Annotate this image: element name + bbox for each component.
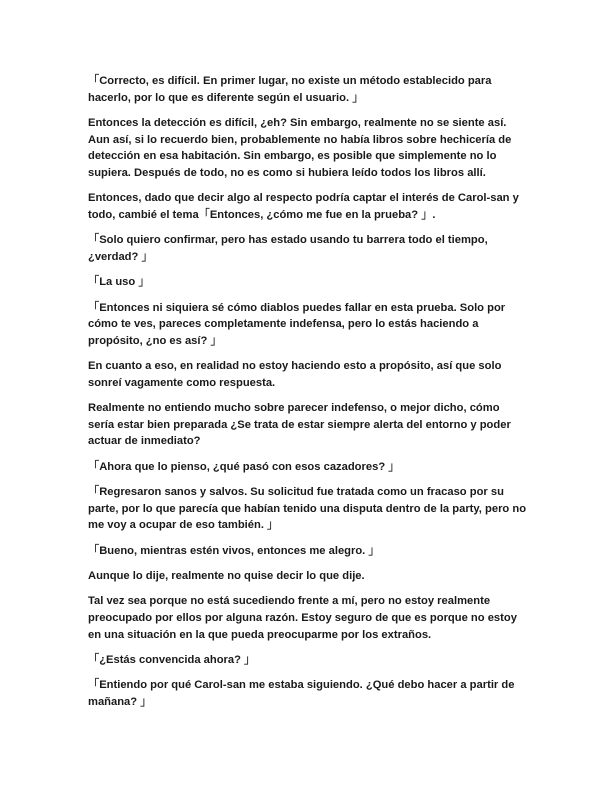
paragraph: Realmente no entiendo mucho sobre parecer indefenso, o mejor dicho, cómo sería estar bien preparada ¿Se trata de estar siempre alerta del entorno y poder actuar de inmediato?	[88, 402, 511, 448]
paragraph: Aunque lo dije, realmente no quise decir lo que dije.	[88, 570, 365, 583]
paragraph: Entonces, dado que decir algo al respecto podría captar el interés de Carol-san y todo, cambié el tema「Entonces, ¿cómo me fue en la prueba? 」.	[88, 192, 519, 221]
paragraph: 「¿Estás convencida ahora? 」	[88, 653, 256, 666]
paragraph: 「Bueno, mientras estén vivos, entonces me alegro. 」	[88, 544, 380, 557]
paragraph: Entonces la detección es difícil, ¿eh? Sin embargo, realmente no se siente así. Aun así, si lo recuerdo bien, probablemente no había libros sobre hechicería de detección en esa habitación. Sin embargo, es posible que simplemente no lo supiera. Después de todo, no es como si hubiera leído todos los libros allí.	[88, 116, 512, 179]
document-body	[88, 73, 528, 719]
paragraph: 「Regresaron sanos y salvos. Su solicitud fue tratada como un fracaso por su parte, por lo que parecía que habían tenido una disputa dentro de la party, pero no me voy a ocupar de eso también. 」	[88, 486, 527, 532]
paragraph: En cuanto a eso, en realidad no estoy haciendo esto a propósito, así que solo sonreí vagamente como respuesta.	[88, 360, 502, 389]
paragraph: 「Correcto, es difícil. En primer lugar, no existe un método establecido para hacerlo, por lo que es diferente según el usuario. 」	[88, 75, 492, 104]
paragraph: 「La uso 」	[88, 276, 150, 289]
paragraph: 「Entonces ni siquiera sé cómo diablos puedes fallar en esta prueba. Solo por cómo te ves, pareces completamente indefensa, pero lo estás haciendo a propósito, ¿no es así? 」	[88, 301, 506, 347]
paragraph: Tal vez sea porque no está sucediendo frente a mí, pero no estoy realmente preocupado por ellos por alguna razón. Estoy seguro de que es porque no estoy en una situación en la que pueda preocuparme por los extraños.	[88, 595, 517, 641]
paragraph: 「Entiendo por qué Carol-san me estaba siguiendo. ¿Qué debo hacer a partir de mañana? 」	[88, 679, 515, 708]
paragraph: 「Solo quiero confirmar, pero has estado usando tu barrera todo el tiempo, ¿verdad? 」	[88, 234, 488, 263]
paragraph: 「Ahora que lo pienso, ¿qué pasó con esos cazadores? 」	[88, 460, 400, 473]
